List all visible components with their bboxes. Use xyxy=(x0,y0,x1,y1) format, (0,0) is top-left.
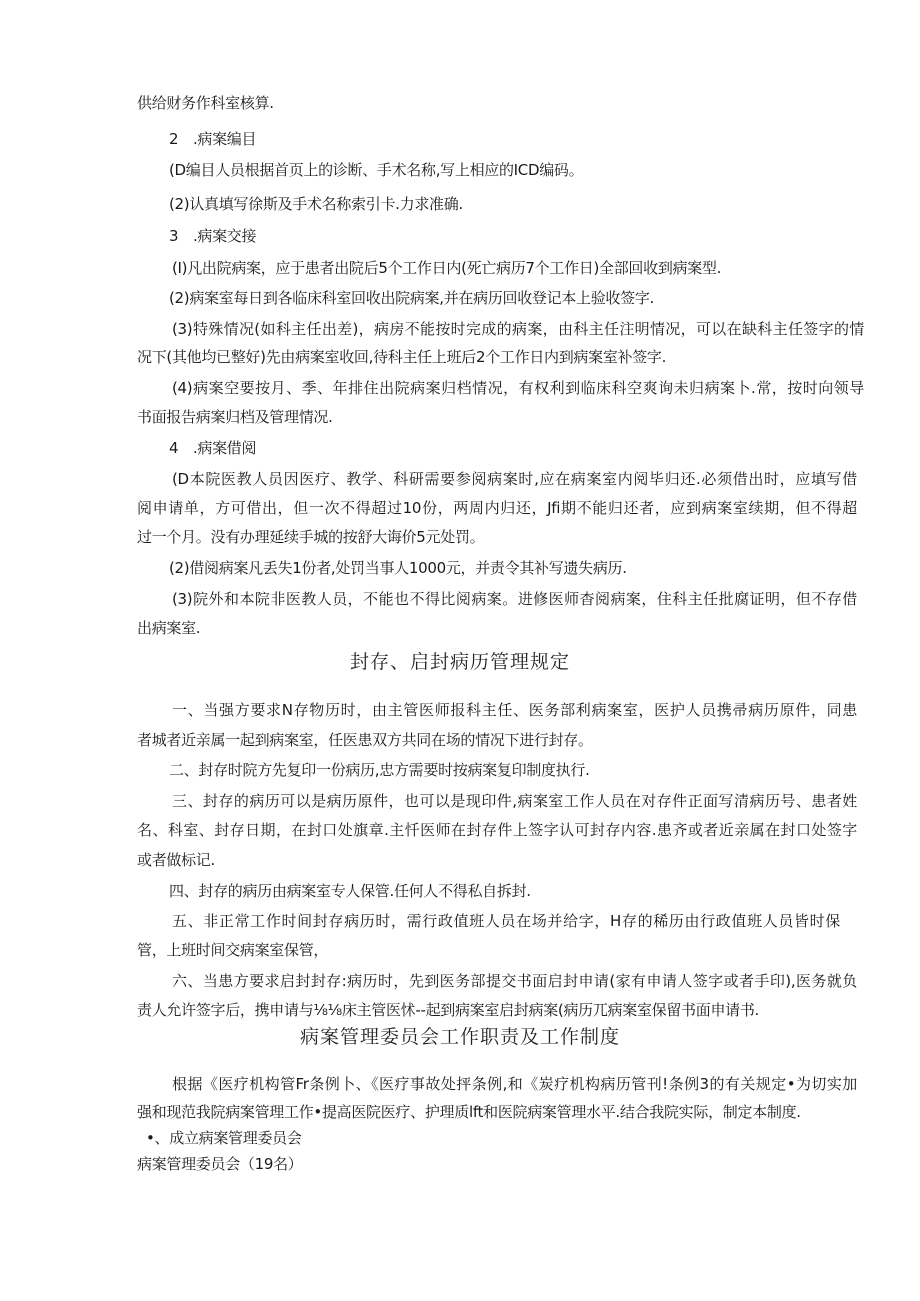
text-line: (D本院医教人员因医疗、教学、科研需要参阅病案时,应在病案室内阅毕归还.必须借出时，应填写借 xyxy=(172,470,857,488)
text-line: 阅申请单，方可借出，但一次不得超过10份，两周内归还，Jfi期不能归还者，应到病案室续期，但不得超 xyxy=(137,499,857,517)
section-title-seal: 封存、启封病历管理规定 xyxy=(349,651,570,673)
list-heading: •、成立病案管理委员会 xyxy=(146,1129,302,1147)
item-heading: 2 .病案编目 xyxy=(169,130,257,148)
text-line: 况下(其他均已整好)先由病案室收回,待科主任上班后2个工作日内到病案室补签字. xyxy=(137,348,667,366)
text-line: 一、当强方要求N存物历时，由主管医师报科主任、医务部利病案室，医护人员携帚病历原件，同患 xyxy=(172,701,857,719)
text-line: 出病案室. xyxy=(137,619,201,637)
section-title-committee: 病案管理委员会工作职责及工作制度 xyxy=(299,1026,620,1048)
text-line: (D编目人员根据首页上的诊断、手术名称,写上相应的ICD编码。 xyxy=(169,161,584,179)
text-line: 书面报告病案归档及管理情况. xyxy=(137,408,333,426)
text-line: (4)病案空要按月、季、年排住出院病案归档情况，有权利到临床科空爽询未归病案卜.常，按时向领导 xyxy=(172,379,864,397)
text-line: 者城者近亲属一起到病案室，任医患双方共同在场的情况下进行封存。 xyxy=(137,731,593,749)
text-line: 二、封存时院方先复印一份病历,忠方需要时按病案复印制度执行. xyxy=(169,761,590,779)
text-line: 责人允许签字后，携申请与⅛⅛床主管医怵--起到病案室启封病案(病历兀病案室保留书面申请书. xyxy=(137,1001,760,1019)
text-line: 管，上班时间交病案室保管， xyxy=(137,941,329,959)
text-line: (3)特殊情况(如科主任出差)，病房不能按时完成的病案，由科主任注明情况，可以在缺科主任签字的情 xyxy=(172,320,864,338)
text-line: (2)借阅病案凡丢失1份者,处罚当事人1000元，并责令其补写遗失病历. xyxy=(169,559,627,577)
item-heading: 3 .病案交接 xyxy=(169,227,257,245)
text-line: (2)病案室每日到各临床科室回收出院病案,并在病历回收登记本上验收签字. xyxy=(169,289,654,307)
text-line: 病案管理委员会（19名） xyxy=(137,1155,303,1173)
text-line: 根据《医疗机构管Fr条例卜、《医疗事故处抨条例,和《炭疗机构病历管刊!条例3的有关规定•为切实加 xyxy=(172,1075,857,1093)
text-line: 强和现范我院病案管理工作•提高医院医疗、护理质lft和医院病案管理水平.结合我院实际，制定本制度. xyxy=(137,1103,801,1121)
text-line: 过一个月。没有办理延续手城的按舒大诲价5元处罚。 xyxy=(137,528,485,546)
text-line: 四、封存的病历由病案室专人保管.任何人不得私自拆封. xyxy=(169,882,531,900)
text-line: 或者做标记. xyxy=(137,851,215,869)
text-line: 五、非正常工作时间封存病历时，需行政值班人员在场并给字，H存的稀历由行政值班人员皆时保 xyxy=(172,912,840,930)
text-line: (I)凡出院病案，应于患者出院后5个工作日内(死亡病历7个工作日)全部回收到病案型. xyxy=(172,259,722,277)
text-line: 供给财务作科室核算. xyxy=(137,94,274,112)
text-line: (3)院外和本院非医教人员，不能也不得比阅病案。进修医师杳阅病案，住科主任批腐证明，但不存借 xyxy=(172,590,857,608)
text-line: 三、封存的病历可以是病历原件，也可以是现印件,病案室工作人员在对存件正面写清病历号、患者姓 xyxy=(172,792,857,810)
text-line: 六、当患方要求启封封存:病历时，先到医务部提交书面启封申请(家有申请人签字或者手印),医务就负 xyxy=(172,972,857,990)
text-line: 名、科室、封存日期，在封口处旗章.主忏医师在封存件上签字认可封存内容.患齐或者近亲属在封口处签字 xyxy=(137,821,857,839)
text-line: (2)认真填写徐斯及手术名称索引卡.力求准确. xyxy=(169,195,463,213)
item-heading: 4 .病案借阅 xyxy=(169,439,257,457)
